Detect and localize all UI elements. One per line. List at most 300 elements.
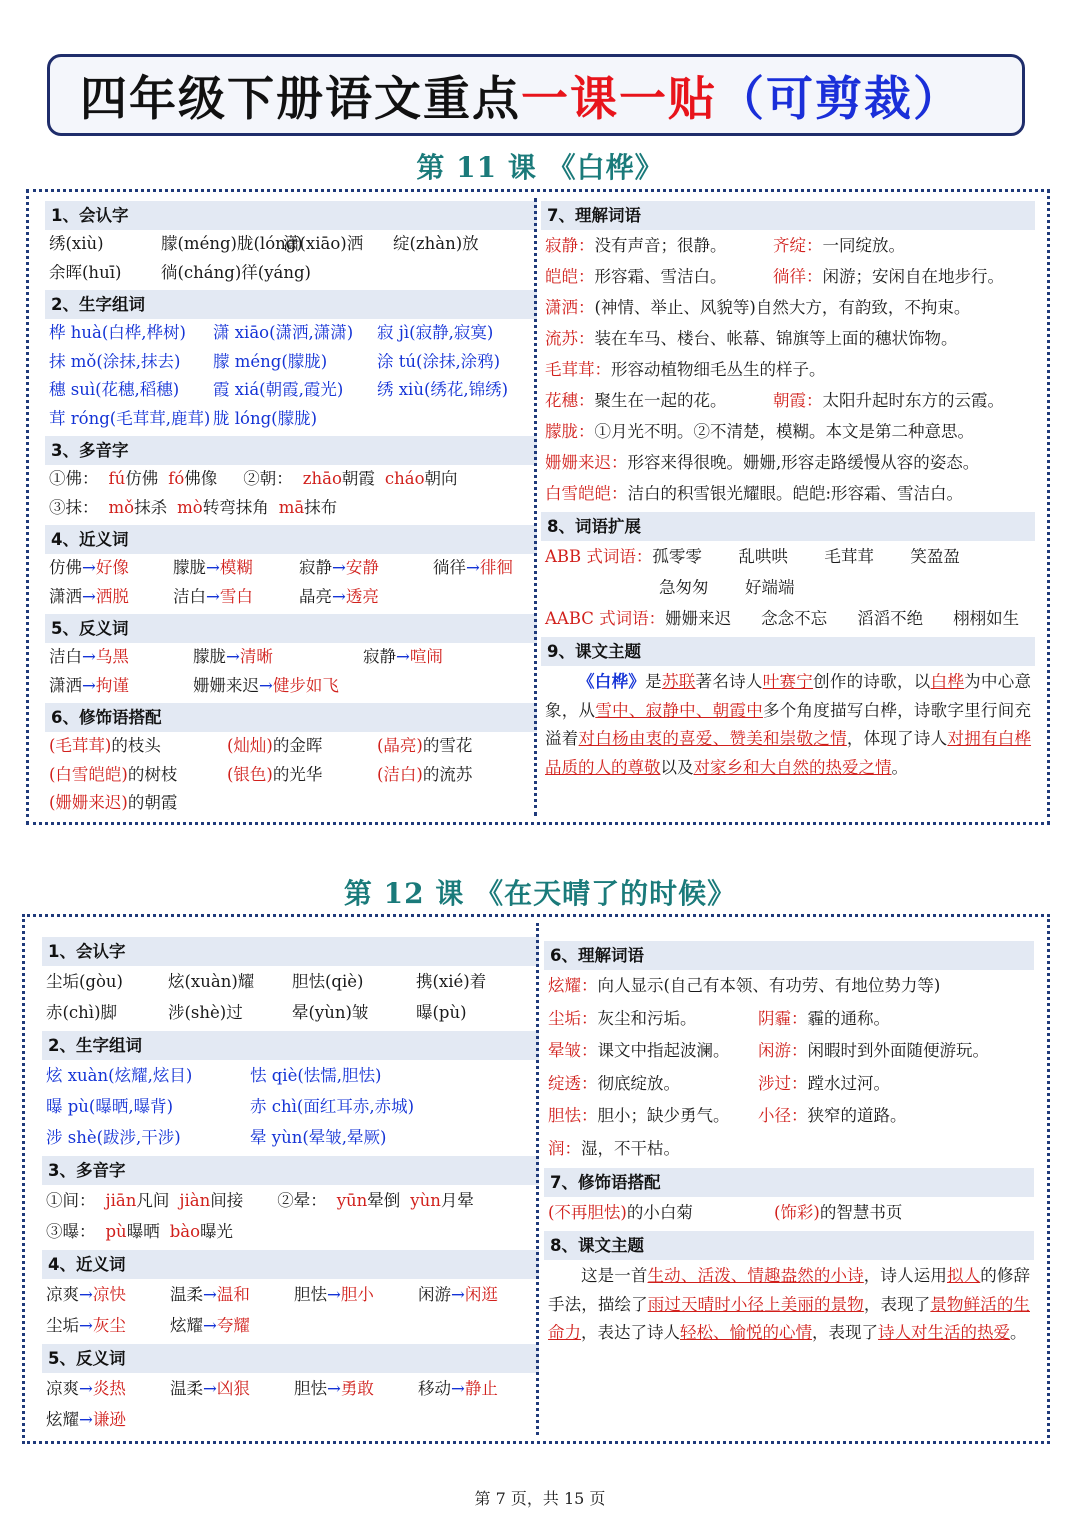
word: 潇洒 xyxy=(49,675,82,695)
definition xyxy=(758,1106,907,1125)
meaning: 洁白的积雪银光耀眼。皑皑:形容霜、雪洁白。 xyxy=(627,484,964,503)
definition-line xyxy=(541,416,1035,447)
expansion-label: AABC 式词语： xyxy=(545,609,666,628)
definition-line xyxy=(544,970,1034,1003)
text-line xyxy=(45,494,537,523)
word-group xyxy=(250,1091,500,1122)
modifier: (灿灿) xyxy=(227,736,273,755)
term: 绽透： xyxy=(548,1073,598,1093)
modifier-pair xyxy=(49,732,227,761)
text-line xyxy=(42,1404,539,1435)
modifier: (洁白) xyxy=(377,764,423,784)
definition-line xyxy=(544,1035,1034,1068)
meaning: 胆小；缺少勇气。 xyxy=(597,1106,730,1125)
title-note: （可剪裁） xyxy=(717,71,962,127)
term: 毛茸茸： xyxy=(545,360,611,379)
polyphone-label: ①间： xyxy=(46,1191,96,1210)
related-word: 夸耀 xyxy=(216,1316,250,1335)
text: 创作的诗歌，以 xyxy=(813,672,931,691)
arrow: → xyxy=(203,1285,217,1304)
word-group xyxy=(377,376,537,405)
word-group xyxy=(49,348,213,377)
meaning: 灰尘和污垢。 xyxy=(597,1008,697,1028)
text: ，诗人运用 xyxy=(863,1266,947,1285)
term: 寂静： xyxy=(545,236,595,255)
word: 炫耀 xyxy=(170,1316,203,1335)
column-divider xyxy=(536,923,539,1435)
term: 胆怯： xyxy=(548,1106,598,1125)
definition-line xyxy=(541,478,1035,509)
modifier-pair xyxy=(49,761,227,790)
definition xyxy=(548,1100,758,1133)
word-pair xyxy=(49,583,173,612)
pinyin-words: huà(白桦,桦树) xyxy=(65,323,186,342)
meaning: 太阳升起时东方的云霞。 xyxy=(822,391,1004,410)
word-pair xyxy=(418,1373,528,1404)
text-line xyxy=(45,583,537,612)
related-word: 胆小 xyxy=(340,1285,374,1304)
vocab-item: 晕(yùn)皱 xyxy=(292,1003,369,1022)
text-line xyxy=(42,1373,539,1404)
pinyin-words: yùn(晕皱,晕厥) xyxy=(266,1128,387,1147)
related-word: 凉快 xyxy=(92,1285,126,1304)
noun-phrase: 的智慧书页 xyxy=(819,1203,903,1222)
related-word: 透亮 xyxy=(345,586,379,606)
word: 洁白 xyxy=(49,647,82,666)
text-line xyxy=(45,348,537,377)
word-group xyxy=(49,405,213,434)
vocab-item: 炫(xuàn)耀 xyxy=(168,972,255,991)
vocab-item: 潇(xiāo)洒 xyxy=(283,234,364,253)
key-char: 赤 xyxy=(250,1097,267,1116)
text-line xyxy=(42,1216,539,1247)
meaning: 形容霜、雪洁白。 xyxy=(594,267,727,286)
text-line xyxy=(42,1279,539,1310)
pinyin: zhāo xyxy=(302,469,342,488)
word: 姗姗来迟 xyxy=(193,675,259,695)
related-word: 喧闹 xyxy=(409,647,443,666)
arrow: → xyxy=(79,1316,93,1335)
arrow: → xyxy=(327,1379,341,1398)
text-line xyxy=(45,405,537,434)
section-header: 1、会认字 xyxy=(42,937,539,966)
definition-line xyxy=(541,354,1035,385)
text: 是 xyxy=(645,672,662,691)
pinyin-words: shè(跋涉,干涉) xyxy=(62,1128,181,1147)
text-line xyxy=(541,541,1035,572)
definition-line xyxy=(541,447,1035,478)
text: 著名诗人 xyxy=(695,672,763,691)
text: ，表现了 xyxy=(812,1323,878,1342)
expansion-word: 姗姗来迟 xyxy=(665,609,732,628)
vocab-item: 赤(chì)脚 xyxy=(46,1003,118,1022)
section-header: 3、多音字 xyxy=(45,436,537,465)
word-pair xyxy=(418,1279,528,1310)
polyphone-label: ③曝： xyxy=(46,1222,96,1241)
term: 姗姗来迟： xyxy=(545,453,628,472)
example-word: 晕倒 xyxy=(367,1191,401,1210)
section-header: 7、理解词语 xyxy=(541,201,1035,230)
text-line xyxy=(541,572,1035,603)
related-word: 炎热 xyxy=(92,1379,126,1398)
related-word: 凶狠 xyxy=(216,1379,250,1398)
definition xyxy=(548,1139,680,1158)
lesson-11-left-column xyxy=(45,198,537,816)
pinyin-words: méng(朦胧) xyxy=(229,351,328,371)
pinyin: mò xyxy=(177,497,203,517)
expansion-word: 念念不忘 xyxy=(761,609,828,628)
term: 朦胧： xyxy=(545,422,595,441)
definition-line xyxy=(541,385,1035,416)
term: 尘垢： xyxy=(548,1008,598,1028)
word: 移动 xyxy=(418,1379,451,1398)
pinyin-words: xuàn(炫耀,炫目) xyxy=(62,1066,193,1085)
lesson-11-card xyxy=(26,189,1050,825)
pinyin-words: róng(毛茸茸,鹿茸) xyxy=(65,408,211,428)
word-pair xyxy=(173,554,299,583)
pinyin-words: lóng(朦胧) xyxy=(229,408,318,428)
arrow: → xyxy=(259,675,273,695)
arrow: → xyxy=(332,586,346,606)
term: 潇洒： xyxy=(545,298,595,317)
section-header: 8、课文主题 xyxy=(544,1231,1034,1260)
noun-phrase: 的雪花 xyxy=(422,736,473,755)
text-line xyxy=(42,1185,539,1216)
expansion-word: 好端端 xyxy=(745,578,795,597)
definition xyxy=(773,236,905,255)
arrow: → xyxy=(327,1285,341,1304)
term: 润： xyxy=(548,1138,581,1158)
example-word: 仿佛 xyxy=(125,469,159,488)
modifier: (毛茸茸) xyxy=(49,736,112,755)
word-pair xyxy=(173,583,299,612)
vocab-item: 绽(zhàn)放 xyxy=(393,234,479,253)
word-group xyxy=(250,1060,500,1091)
text-line xyxy=(45,761,537,790)
pinyin-words: chì(面红耳赤,赤城) xyxy=(266,1097,415,1116)
vocab-item: 携(xié)着 xyxy=(416,972,487,991)
pinyin-words: xiù(绣花,锦绣) xyxy=(393,380,509,399)
definition-line xyxy=(541,261,1035,292)
word: 凉爽 xyxy=(46,1379,79,1398)
related-word: 安静 xyxy=(345,558,379,577)
arrow: → xyxy=(206,586,220,606)
word-pair xyxy=(299,554,433,583)
term: 齐绽： xyxy=(773,236,823,255)
polyphone-label: ②晕： xyxy=(277,1191,327,1210)
word-pair xyxy=(49,643,193,672)
example-word: 间接 xyxy=(210,1191,244,1210)
meaning: 课文中指起波澜。 xyxy=(597,1041,730,1060)
text-line xyxy=(42,1122,539,1153)
definition xyxy=(758,1009,890,1028)
related-word: 清晰 xyxy=(239,647,273,666)
arrow: → xyxy=(396,647,410,666)
text: ，表达了诗人 xyxy=(581,1323,680,1342)
text-line xyxy=(42,1310,539,1341)
word: 徜徉 xyxy=(433,558,466,577)
lesson-12-title: 第 12 课 《在天晴了的时候》 xyxy=(343,877,737,910)
word-pair xyxy=(170,1310,294,1341)
word: 潇洒 xyxy=(49,586,82,606)
key-char: 潇 xyxy=(213,323,230,342)
word: 闲游 xyxy=(418,1285,451,1304)
meaning: 蹚水过河。 xyxy=(807,1073,890,1093)
key-char: 穗 xyxy=(49,380,66,399)
section-header: 2、生字组词 xyxy=(45,290,537,319)
pinyin-words: suì(花穗,稻穗) xyxy=(65,380,180,399)
word: 炫耀 xyxy=(46,1410,79,1429)
term: 朝霞： xyxy=(773,391,823,410)
modifier: (不再胆怯) xyxy=(548,1203,627,1222)
word-pair xyxy=(193,672,363,701)
definition-line xyxy=(541,230,1035,261)
pinyin: cháo xyxy=(384,469,425,488)
text: 的修辞手法，描绘了 xyxy=(548,1266,1031,1314)
text: 《白桦》 xyxy=(578,672,646,691)
key-char: 涂 xyxy=(377,351,394,371)
meaning: 一同绽放。 xyxy=(822,236,905,255)
meaning: 形容动植物细毛丛生的样子。 xyxy=(611,360,826,379)
key-phrase: 对家乡和大自然的热爱之情 xyxy=(693,757,892,777)
polyphone-label: ③抹： xyxy=(49,497,99,517)
definition-line xyxy=(544,1133,1034,1166)
meaning: 霾的通称。 xyxy=(807,1008,890,1028)
text-line xyxy=(45,672,537,701)
word-pair xyxy=(49,672,193,701)
modifier: (饰彩) xyxy=(774,1203,820,1222)
text: 为中心意象，从 xyxy=(545,672,1032,720)
word: 洁白 xyxy=(173,586,206,606)
text: 多个角度描写白桦，诗歌字里行间充溢着 xyxy=(545,700,1032,748)
text-line xyxy=(45,732,537,761)
section-header: 2、生字组词 xyxy=(42,1031,539,1060)
definition xyxy=(773,267,1004,286)
word: 朦胧 xyxy=(193,647,226,666)
related-word: 闲逛 xyxy=(464,1285,498,1304)
related-word: 拘谨 xyxy=(95,675,129,695)
example-word: 朝向 xyxy=(424,469,458,488)
arrow: → xyxy=(226,647,240,666)
term: 皑皑： xyxy=(545,267,595,286)
key-phrase: 轻松、愉悦的心情 xyxy=(680,1323,812,1342)
definition xyxy=(548,1035,758,1068)
text-line xyxy=(541,603,1035,634)
meaning: 向人显示(自己有本领、有功劳、有地位势力等) xyxy=(597,976,941,995)
word: 胆怯 xyxy=(294,1285,327,1304)
word-pair xyxy=(46,1404,170,1435)
example-word: 月晕 xyxy=(440,1191,474,1210)
meaning: (神情、举止、风貌等)自然大方，有韵致，不拘束。 xyxy=(594,298,971,317)
modifier: (银色) xyxy=(227,764,273,784)
section-header: 5、反义词 xyxy=(42,1344,539,1373)
term: 流苏： xyxy=(545,329,595,348)
pinyin: fú xyxy=(108,469,126,488)
arrow: → xyxy=(203,1316,217,1335)
key-phrase: 对拥有白桦品质的人的尊敬 xyxy=(545,729,1032,777)
word-pair xyxy=(193,643,363,672)
example-word: 凡间 xyxy=(136,1191,170,1210)
word-pair xyxy=(46,1310,170,1341)
word: 温柔 xyxy=(170,1285,203,1304)
example-word: 曝晒 xyxy=(126,1222,160,1241)
title-main: 四年级下册语文重点 xyxy=(80,71,521,127)
noun-phrase: 的朝霞 xyxy=(127,793,178,812)
word: 寂静 xyxy=(363,647,396,666)
modifier: (晶亮) xyxy=(377,736,423,755)
word-group xyxy=(49,376,213,405)
key-phrase: 雨过天晴时小径上美丽的景物 xyxy=(647,1294,864,1314)
vocab-item: 绣(xiù) xyxy=(49,234,104,253)
definition xyxy=(545,385,773,416)
section-header: 5、反义词 xyxy=(45,614,537,643)
word: 尘垢 xyxy=(46,1316,79,1335)
section-header: 3、多音字 xyxy=(42,1156,539,1185)
noun-phrase: 的金晖 xyxy=(272,736,323,755)
text-line xyxy=(544,1197,1034,1228)
definition-line xyxy=(541,323,1035,354)
text-line xyxy=(45,789,537,816)
word-pair xyxy=(46,1373,170,1404)
meaning: 闲游；安闲自在地步行。 xyxy=(822,267,1004,286)
definition-line xyxy=(544,1100,1034,1133)
related-word: 谦逊 xyxy=(92,1410,126,1429)
vocab-item: 胆怯(qiè) xyxy=(292,972,364,991)
pinyin: mā xyxy=(278,497,305,517)
related-word: 静止 xyxy=(464,1379,498,1398)
key-char: 绣 xyxy=(377,380,394,399)
related-word: 乌黑 xyxy=(95,647,129,666)
key-char: 曝 xyxy=(46,1097,63,1116)
word-pair xyxy=(46,1279,170,1310)
expansion-label: ABB 式词语： xyxy=(545,547,653,566)
polyphone-label: ①佛： xyxy=(49,469,99,488)
key-char: 桦 xyxy=(49,323,66,342)
modifier-pair xyxy=(227,732,377,761)
section-header: 1、会认字 xyxy=(45,201,537,230)
arrow: → xyxy=(466,558,480,577)
meaning: 闲暇时到外面随便游玩。 xyxy=(807,1041,989,1060)
meaning: 聚生在一起的花。 xyxy=(594,391,727,410)
arrow: → xyxy=(203,1379,217,1398)
text-line xyxy=(42,997,539,1028)
definition xyxy=(758,1074,890,1093)
definition xyxy=(548,976,940,995)
pinyin: mǒ xyxy=(108,497,135,517)
noun-phrase: 的枝头 xyxy=(111,736,161,755)
arrow: → xyxy=(451,1379,465,1398)
word-group xyxy=(377,319,537,348)
related-word: 模糊 xyxy=(219,558,253,577)
term: 涉过： xyxy=(758,1073,808,1093)
example-word: 转弯抹角 xyxy=(202,497,269,517)
noun-phrase: 的流苏 xyxy=(422,764,473,784)
vocab-item: 朦(méng)胧(lóng) xyxy=(161,234,303,253)
text-line xyxy=(45,376,537,405)
lesson-11-right-column xyxy=(541,198,1035,816)
key-char: 涉 xyxy=(46,1128,63,1147)
expansion-word: 乱哄哄 xyxy=(738,547,788,566)
definition xyxy=(545,298,970,317)
modifier-pair xyxy=(377,732,527,761)
lesson-12-right-column xyxy=(544,923,1034,1435)
text-line xyxy=(45,465,537,494)
key-phrase: 对白杨由衷的喜爱、赞美和崇敬之情 xyxy=(578,729,847,748)
definition xyxy=(545,484,963,503)
example-word: 佛像 xyxy=(184,469,218,488)
text-line xyxy=(42,1060,539,1091)
arrow: → xyxy=(82,586,96,606)
definition xyxy=(545,329,958,348)
example-word: 抹布 xyxy=(304,497,338,517)
key-phrase: 景物鲜活的生命力 xyxy=(548,1294,1030,1342)
arrow: → xyxy=(79,1410,93,1429)
term: 炫耀： xyxy=(548,976,598,995)
section-header: 9、课文主题 xyxy=(541,637,1035,666)
arrow: → xyxy=(79,1285,93,1304)
pinyin-words: xiāo(潇洒,潇潇) xyxy=(229,323,354,342)
related-word: 雪白 xyxy=(219,586,253,606)
meaning: 形容来得很晚。姗姗,形容走路缓慢从容的姿态。 xyxy=(627,453,980,472)
word: 温柔 xyxy=(170,1379,203,1398)
meaning: ①月光不明。②不清楚，模糊。本文是第二种意思。 xyxy=(594,422,974,441)
arrow: → xyxy=(82,647,96,666)
definition-line xyxy=(544,1003,1034,1036)
pinyin: jiān xyxy=(105,1191,137,1210)
word-group xyxy=(377,348,537,377)
vocab-item: 曝(pù) xyxy=(416,1003,467,1022)
related-word: 灰尘 xyxy=(92,1316,126,1335)
related-word: 洒脱 xyxy=(95,586,129,606)
word-group xyxy=(213,319,377,348)
key-phrase: 白桦 xyxy=(930,672,965,691)
word-pair xyxy=(170,1279,294,1310)
key-char: 胧 xyxy=(213,408,230,428)
expansion-word: 滔滔不绝 xyxy=(857,609,924,628)
expansion-word: 笑盈盈 xyxy=(910,547,960,566)
word: 仿佛 xyxy=(49,558,82,577)
arrow: → xyxy=(206,558,220,577)
word-pair xyxy=(49,554,173,583)
modifier-pair xyxy=(49,789,227,816)
meaning: 狭窄的道路。 xyxy=(807,1106,907,1125)
word: 胆怯 xyxy=(294,1379,327,1398)
word-pair xyxy=(433,554,533,583)
word-group xyxy=(46,1091,250,1122)
page-footer: 第 7 页，共 15 页 xyxy=(474,1489,606,1508)
term: 花穗： xyxy=(545,391,595,410)
word-pair xyxy=(299,583,433,612)
section-header: 6、修饰语搭配 xyxy=(45,703,537,732)
definition xyxy=(545,230,773,261)
pinyin: fó xyxy=(168,469,185,488)
word-group xyxy=(213,405,377,434)
theme-paragraph xyxy=(544,1260,1034,1348)
pinyin: pù xyxy=(105,1222,127,1241)
term: 白雪皑皑： xyxy=(545,484,628,503)
definition xyxy=(545,360,826,379)
noun-phrase: 的光华 xyxy=(272,764,323,784)
text: 。 xyxy=(1010,1323,1027,1342)
pinyin-words: xiá(朝霞,霞光) xyxy=(229,380,344,399)
key-phrase: 拟人 xyxy=(946,1266,981,1285)
definition xyxy=(548,1003,758,1036)
page-title-banner xyxy=(47,54,1025,136)
polyphone-label: ②朝： xyxy=(243,469,293,488)
example-word: 曝光 xyxy=(200,1222,234,1241)
column-divider xyxy=(534,198,537,816)
pinyin: jiàn xyxy=(179,1191,211,1210)
